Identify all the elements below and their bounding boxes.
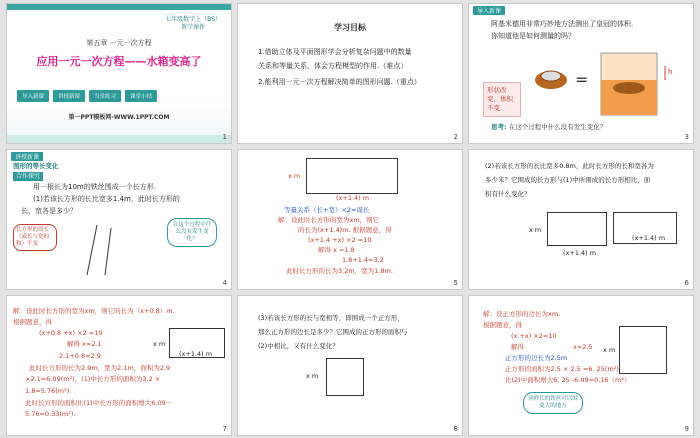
solution-line-2: 的长为(x+1.4)m. 根据题意，得: [298, 226, 392, 234]
rectangle-diagram: [547, 212, 607, 246]
length-label: (x+1.4) m: [336, 194, 370, 202]
square-diagram: [326, 358, 364, 396]
solution-line-1: 解：设正方形的边长为xm.: [483, 310, 561, 318]
text-line-1: 阿基米德用非常巧妙地方法测出了皇冠的体积.: [491, 20, 634, 28]
goal-1-line-1: 1.借助立体及平面图形学会分析复杂问题中的数量: [258, 48, 412, 56]
subtitle: 图形的等长变化: [13, 162, 59, 170]
slide-7-thumbnail[interactable]: [6, 295, 232, 436]
equation: (x+1.4 +x) ×2 =10: [308, 236, 372, 244]
conclusion: 此时长方形的长为3.2m，宽为1.8m.: [286, 267, 393, 275]
thinking-bubble: 在这个过程中什么没有发生变化？: [167, 218, 217, 247]
length-calc: 2.1+0.8=2.9: [59, 352, 101, 360]
side-label: x m: [603, 346, 616, 354]
area-line-1: 此时长方形的长为2.9m，宽为2.1m，面积为2.9: [29, 364, 171, 372]
problem-line-1: 用一根长为10m的铁丝围成一个长方形.: [33, 183, 156, 191]
solve-result: x=2.5: [573, 343, 593, 351]
cooperation-pill: 合作探究: [13, 172, 43, 181]
slide-6-thumbnail[interactable]: [468, 149, 694, 290]
area-line-2: ×2.1=6.09(m²)，(1)中长方形的面积为3.2 ×: [25, 375, 161, 383]
slide-number: 3: [684, 133, 689, 141]
equation: (x+0.8 +x) ×2 =10: [39, 329, 103, 337]
solution-line-2: 根据题意，得: [483, 321, 522, 329]
length-calc: 1.8+1.4=3.2: [342, 256, 384, 264]
learning-goals-heading: 学习目标: [334, 23, 366, 32]
slide-3-thumbnail[interactable]: [468, 3, 694, 144]
slide-1-thumbnail[interactable]: [6, 3, 232, 144]
crown-illustration: [529, 48, 689, 122]
height-label: h: [668, 68, 673, 76]
side-label: x m: [306, 372, 319, 380]
site-watermark: 第一PPT模板网-WWW.1PPT.COM: [68, 114, 170, 121]
width-label: x m: [529, 226, 542, 234]
slide-8-thumbnail[interactable]: [237, 295, 463, 436]
summary-button[interactable]: 课堂小结: [125, 90, 157, 102]
lesson-title: 应用一元一次方程——水箱变高了: [36, 55, 202, 68]
square-diagram: [619, 326, 667, 374]
shape-change-box: 形状改变，体积不变: [483, 82, 521, 117]
slide-number: 9: [684, 425, 689, 433]
question-line-3: (2)中相比，又有什么变化？: [258, 342, 339, 350]
slide-number: 1: [222, 133, 227, 141]
slide-number: 6: [684, 279, 689, 287]
slide-number: 8: [453, 425, 458, 433]
length-label-2: (x+1.4) m: [632, 234, 666, 242]
slide-number: 5: [453, 279, 458, 287]
equality-relation: 等量关系（长+宽）×2=周长: [284, 206, 370, 214]
chapter-title: 第五章 一元一次方程: [86, 39, 152, 47]
slide-2-thumbnail[interactable]: [237, 3, 463, 144]
think-prompt: [491, 122, 606, 131]
wire-icon: [87, 225, 97, 275]
equals-icon: =: [575, 70, 589, 89]
top-bar: [7, 4, 231, 10]
courseware-text: 教学课件: [181, 24, 206, 31]
section-buttons: [17, 90, 157, 102]
solution-line-1: 解：设此时长方形的宽为xm，则它的长为（x+0.8）m.: [13, 307, 175, 315]
bottom-stripe: [7, 135, 231, 143]
slide-number: 7: [222, 425, 227, 433]
question-line-3: 积有什么变化？: [485, 190, 531, 198]
area-line: 正方形的面积为2.5 × 2.5 =6. 25(m²): [505, 365, 619, 373]
question-line-1: (3)若该长方形的长与宽相等，即围成一个正方形，: [258, 314, 404, 322]
comparison-line-1: 此时长方形的面积比(1)中长方形的面积增大6.09－: [25, 399, 173, 407]
slide-number: 2: [453, 133, 458, 141]
slide-5-thumbnail[interactable]: [237, 149, 463, 290]
conclusion-bubble: 同样长的铁丝可以围更大的地方: [523, 392, 583, 414]
perimeter-note: 长方形的周长（或长与宽的和）不变: [13, 224, 57, 251]
solve-result: 解得 x =1.8: [318, 246, 355, 254]
solve-result: 解得 x=2.1: [67, 340, 102, 348]
solution-line-2: 根据题意，得: [13, 318, 52, 326]
equation: (x +x) ×2=10: [511, 332, 557, 340]
practice-button[interactable]: 当堂练习: [89, 90, 121, 102]
question-line-2: 多少米？它围成的长方形与(1)中所围成的长方形相比，面: [485, 176, 651, 184]
problem-line-2: (1)若该长方形的长比宽多1.4m，此时长方形的: [33, 195, 180, 203]
slide-4-thumbnail[interactable]: [6, 149, 232, 290]
grade-label: [165, 16, 221, 32]
grade-text: 七年级数学上（BS）: [165, 16, 221, 23]
length-label: (x+1.4) m: [563, 249, 597, 257]
width-label: x m: [288, 172, 301, 180]
text-line-2: 你知道他是如何测量的吗？: [491, 32, 575, 40]
comparison-line-2: 5.76=0.33(m²).: [25, 410, 76, 418]
think-text: 在这个过程中什么没有发生变化？: [508, 123, 607, 131]
question-line-1: (2)若该长方形的长比宽多0.8m，此时长方形的长和宽各为: [485, 162, 654, 170]
slide-number: 4: [222, 279, 227, 287]
comparison-line: 比(2)中面积增大6. 25 -6.09=0.16（m²）: [505, 376, 631, 384]
archimedes-text: [491, 18, 686, 42]
section-tag: 讲授新课: [11, 152, 43, 161]
goal-2: 2.能利用一元一次方程解决简单的图形问题.（重点）: [258, 78, 421, 86]
solve-label: 解得: [511, 343, 524, 351]
side-length: 正方形的边长为2.5m: [505, 354, 568, 362]
section-tag: 导入新课: [473, 6, 505, 15]
slide-9-thumbnail[interactable]: [468, 295, 694, 436]
problem-line-3: 长、宽各是多少？: [21, 207, 77, 215]
lecture-button[interactable]: 讲授新课: [53, 90, 85, 102]
solution-line-1: 解：设此时长方形的宽为xm，则它: [278, 216, 380, 224]
area-line-3: 1.8=5.76(m²).: [25, 387, 72, 395]
rectangle-diagram: [306, 158, 398, 194]
length-label: (x+1.4) m: [179, 350, 213, 358]
width-label: x m: [153, 340, 166, 348]
think-label: 思考:: [491, 123, 507, 131]
question-line-2: 那么正方形的边长是多少？它围成的正方形的面积与: [258, 328, 408, 336]
goal-1-line-2: 关系和等量关系，体会方程模型的作用.（难点）: [258, 62, 408, 70]
wire-illustration: [77, 220, 137, 280]
intro-button[interactable]: 导入新课: [17, 90, 49, 102]
